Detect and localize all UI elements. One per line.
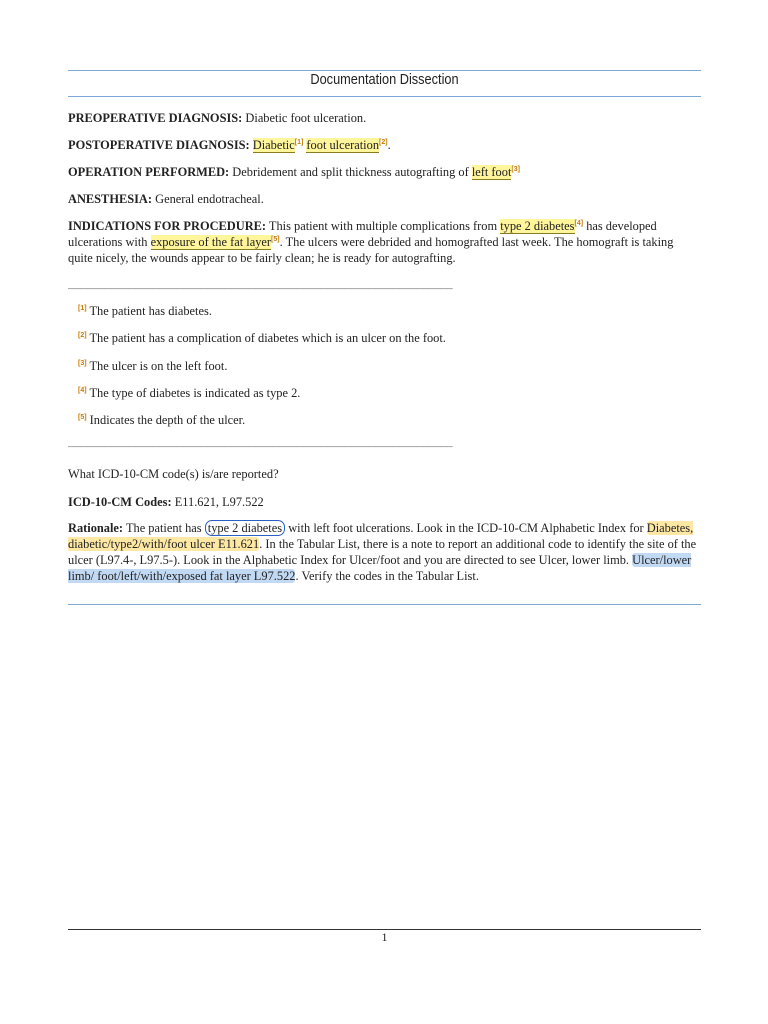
ref-marker: [3] <box>78 360 87 367</box>
indications-text: . The ulcers were debrided and homografted last week. The homograft is taking quite nicely, the wounds appear to be fairly clean; he is ready for autografting. <box>68 235 674 265</box>
footnote-text: The patient has diabetes. <box>89 304 212 318</box>
footnote <box>78 412 245 428</box>
anesthesia <box>68 191 701 207</box>
ref-marker: [2] <box>78 332 87 339</box>
ref-marker: [2] <box>379 139 388 146</box>
ref-marker: [5] <box>78 414 87 421</box>
footnote <box>78 303 212 319</box>
indications-text: has developed ulcerations with <box>68 219 657 249</box>
highlight-type-2-diabetes: type 2 diabetes <box>500 219 575 233</box>
ref-marker: [4] <box>78 387 87 394</box>
ref-marker: [1] <box>78 305 87 312</box>
preop-diagnosis <box>68 110 701 126</box>
rationale-text: . Verify the codes in the Tabular List. <box>295 569 479 583</box>
page-number: 1 <box>381 930 388 944</box>
footnote-text: The type of diabetes is indicated as type 2. <box>89 386 301 400</box>
codes-text: E11.621, L97.522 <box>174 495 264 509</box>
highlight-diabetic: Diabetic <box>252 138 295 152</box>
ref-marker: [1] <box>294 139 304 146</box>
document-page <box>68 0 701 1024</box>
circled-type-2-diabetes: type 2 diabetes <box>205 520 285 536</box>
operation-performed <box>68 164 701 180</box>
anesthesia-text: General endotracheal. <box>155 192 264 206</box>
footnote-text: The patient has a complication of diabetes which is an ulcer on the foot. <box>89 331 446 345</box>
top-rule <box>68 70 701 71</box>
postop-diagnosis <box>68 137 701 153</box>
divider: ________________________________________________________________ <box>68 280 453 292</box>
highlight-foot-ulceration: foot ulceration <box>306 138 380 152</box>
footnote <box>78 358 227 374</box>
rationale-text: . In the Tabular List, there is a note to report an additional code to identify the site of the ulcer (L97.4-, L97.5-). Look in the Alphabetic Index for Ulcer/foot and you are directed to see Ulcer, lower limb. <box>68 537 697 567</box>
footnote <box>78 330 446 346</box>
preop-label: PREOPERATIVE DIAGNOSIS: <box>68 111 243 125</box>
codes-label: ICD-10-CM Codes: <box>68 495 172 509</box>
page-title: Documentation Dissection <box>310 72 459 88</box>
marker-ulcer-index: Ulcer/lower limb/ foot/left/with/exposed fat layer L97.522 <box>68 553 692 583</box>
question: What ICD-10-CM code(s) is/are reported? <box>68 467 279 481</box>
postop-label: POSTOPERATIVE DIAGNOSIS: <box>68 138 250 152</box>
title-rule <box>68 96 701 97</box>
rationale <box>68 520 701 584</box>
indications-text: This patient with multiple complications from <box>268 219 498 233</box>
indications-label: INDICATIONS FOR PROCEDURE: <box>68 219 267 233</box>
footnote <box>78 385 300 401</box>
indications <box>68 218 701 266</box>
rationale-label: Rationale: <box>68 521 124 535</box>
ref-marker: [3] <box>511 166 520 173</box>
icd-codes <box>68 494 701 510</box>
bottom-rule <box>68 604 701 605</box>
operation-label: OPERATION PERFORMED: <box>68 165 230 179</box>
highlight-left-foot: left foot <box>471 165 512 179</box>
preop-text: Diabetic foot ulceration. <box>245 111 367 125</box>
ref-marker: [4] <box>574 220 584 227</box>
operation-text: Debridement and split thickness autografting of <box>232 165 469 179</box>
rationale-text: with left foot ulcerations. Look in the ICD-10-CM Alphabetic Index for <box>288 521 644 535</box>
divider: ________________________________________________________________ <box>68 438 453 450</box>
rationale-text: The patient has <box>125 521 202 535</box>
marker-diabetes-index: Diabetes, diabetic/type2/with/foot ulcer E11.621 <box>68 521 694 551</box>
footnote-text: The ulcer is on the left foot. <box>89 359 228 373</box>
anesthesia-label: ANESTHESIA: <box>68 192 153 206</box>
highlight-fat-layer: exposure of the fat layer <box>150 235 272 249</box>
ref-marker: [5] <box>271 236 280 243</box>
postop-end: . <box>387 138 391 152</box>
footnote-text: Indicates the depth of the ulcer. <box>89 413 246 427</box>
